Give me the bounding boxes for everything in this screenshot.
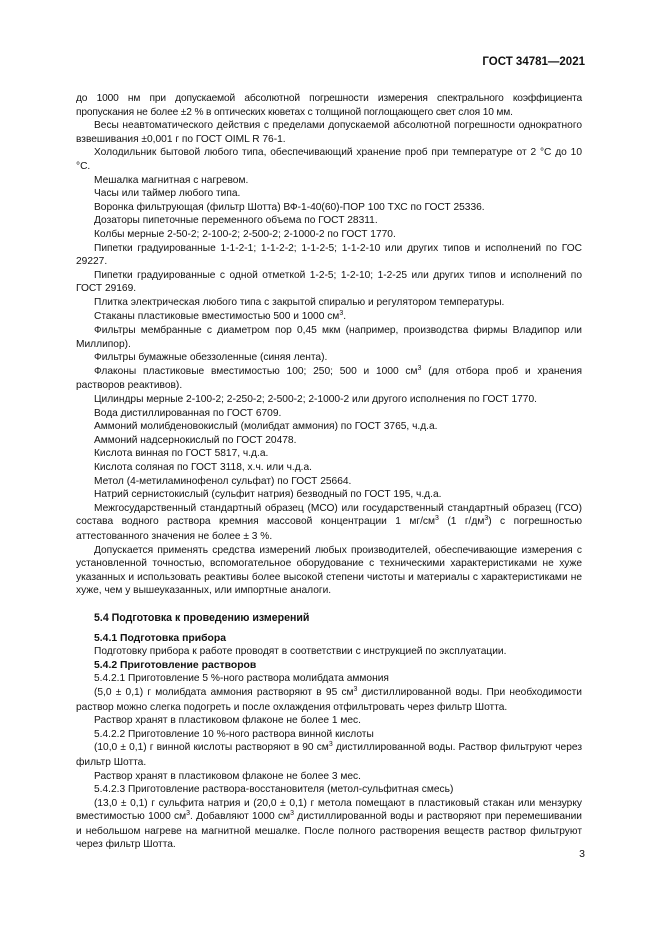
tartaric-text-b: дистиллированной воды. Раствор фильтруют через фильтр Шотта.: [76, 742, 582, 768]
paragraph-mark-pipettes: Пипетки градуированные с одной отметкой 1-2-5; 1-2-10; 1-2-25 или других типов и исполнений по ГОСТ 29169.: [76, 269, 582, 295]
molybdate-text-b: дистиллированной воды. При необходимости раствор можно слегка подогреть и после охлаждения отфильтровать через фильтр Шотта.: [76, 686, 582, 713]
reducer-text-c: дистиллированной воды и растворяют при перемешивании и небольшом нагреве на магнитной мешалке. После полного растворения веществ раствор фильтруют через фильтр Шотта.: [76, 811, 582, 851]
item-heading-5-4-2-1: 5.4.2.1 Приготовление 5 %-ного раствора молибдата аммония: [94, 673, 389, 685]
section-heading-5-4: 5.4 Подготовка к проведению измерений: [94, 611, 310, 624]
paragraph-dispensers: Дозаторы пипеточные переменного объема по ГОСТ 28311.: [94, 215, 378, 227]
paragraph-metol: Метол (4-метиламинофенол сульфат) по ГОСТ 25664.: [94, 475, 352, 487]
superscript-3: 3: [484, 515, 489, 523]
paragraph-reducer-prep: [76, 797, 582, 852]
paragraph-device-prep: Подготовку прибора к работе проводят в соответствии с инструкцией по эксплуатации.: [94, 646, 507, 658]
paragraph-plastic-flasks: [76, 365, 582, 393]
subsection-heading-5-4-1: 5.4.1 Подготовка прибора: [94, 632, 227, 644]
paragraph-water: Вода дистиллированная по ГОСТ 6709.: [94, 407, 282, 419]
paragraph-funnel: Воронка фильтрующая (фильтр Шотта) ВФ-1-40(60)-ПОР 100 ТХС по ГОСТ 25336.: [94, 201, 485, 213]
paragraph-stirrer: Мешалка магнитная с нагревом.: [94, 174, 249, 186]
paragraph-membrane-filters: Фильтры мембранные с диаметром пор 0,45 мкм (например, производства фирмы Владипор или Миллипор).: [76, 325, 582, 350]
paragraph-fridge: Холодильник бытовой любого типа, обеспечивающий хранение проб при температуре от 2 °С до 10 °С.: [76, 147, 582, 172]
item-heading-5-4-2-2: 5.4.2.2 Приготовление 10 %-ного раствора винной кислоты: [94, 728, 374, 740]
paragraph-scales: Весы неавтоматического действия с пределами допускаемой абсолютной погрешности однократного взвешивания ±0,001 г по ГОСТ OIML R 76-1.: [76, 120, 582, 145]
paragraph-grad-pipettes: Пипетки градуированные 1-1-2-1; 1-1-2-2; 1-1-2-5; 1-1-2-10 или других типов и исполнений по ГОС 29227.: [76, 242, 582, 268]
superscript-3: 3: [417, 364, 422, 372]
paragraph-ammonium-molybdate: Аммоний молибденовокислый (молибдат аммония) по ГОСТ 3765, ч.д.а.: [94, 421, 438, 433]
superscript-3: 3: [290, 810, 294, 818]
reducer-text-b: . Добавляют 1000 см: [190, 811, 291, 823]
mso-end: ) с погрешностью аттестованного значения не более ± 3 %.: [76, 516, 582, 542]
superscript-3: 3: [328, 741, 333, 749]
flasks-text: Флаконы пластиковые вместимостью 100; 250; 500 и 1000 см: [94, 365, 418, 377]
superscript-3: 3: [435, 515, 439, 523]
beakers-text: Стаканы пластиковые вместимостью 500 и 1000 см: [94, 310, 340, 322]
paragraph-tartaric-prep: [76, 741, 582, 769]
superscript-3: 3: [339, 309, 344, 317]
paragraph-molybdate-storage: Раствор хранят в пластиковом флаконе не более 1 мес.: [94, 715, 361, 727]
superscript-3: 3: [186, 810, 191, 818]
mso-mid: (1 г/дм: [438, 516, 485, 528]
paragraph-reference-sample: [76, 502, 582, 544]
paragraph-allowance: Допускается применять средства измерений любых производителей, обеспечивающие измерения с установленной точностью, вспомогательное оборудование с техническими характеристиками не хуже указанных и использовать реактивы более высокой степени чистоты и материалы с характеристиками не хуже, чем у вышеуказанных, или импортные аналоги.: [76, 544, 582, 597]
paragraph-timer: Часы или таймер любого типа.: [94, 188, 241, 200]
paragraph-hotplate: Плитка электрическая любого типа с закрытой спиралью и регулятором температуры.: [94, 296, 505, 308]
page-number: 3: [579, 848, 585, 860]
paragraph-ammonium-persulfate: Аммоний надсернокислый по ГОСТ 20478.: [94, 434, 297, 446]
document-header: ГОСТ 34781—2021: [482, 56, 585, 68]
paragraph-sodium-sulfite: Натрий сернистокислый (сульфит натрия) безводный по ГОСТ 195, ч.д.а.: [94, 489, 442, 501]
paragraph-tartaric-storage: Раствор хранят в пластиковом флаконе не более 3 мес.: [94, 770, 361, 782]
paragraph-spectro-continuation: до 1000 нм при допускаемой абсолютной погрешности измерения спектрального коэффициента пропускания не более ±2 % в оптических кюветах с толщиной поглощающего свет слоя 10 мм.: [76, 93, 582, 118]
paragraph-vol-flasks: Колбы мерные 2-50-2; 2-100-2; 2-500-2; 2-1000-2 по ГОСТ 1770.: [94, 228, 396, 240]
reducer-text-a: (13,0 ± 0,1) г сульфита натрия и (20,0 ± 0,1) г метола помещают в пластиковый стакан или мензурку вместимостью 1000 см: [76, 797, 582, 823]
subsection-heading-5-4-2: 5.4.2 Приготовление растворов: [94, 659, 257, 671]
paragraph-paper-filters: Фильтры бумажные обеззоленные (синяя лента).: [94, 352, 328, 364]
document-body: [76, 92, 582, 852]
flasks-tail: (для отбора проб и хранения растворов реактивов).: [76, 365, 582, 392]
molybdate-text-a: (5,0 ± 0,1) г молибдата аммония растворяют в 95 см: [94, 686, 354, 698]
paragraph-hydrochloric-acid: Кислота соляная по ГОСТ 3118, х.ч. или ч.д.а.: [94, 462, 312, 474]
paragraph-tartaric-acid: Кислота винная по ГОСТ 5817, ч.д.а.: [94, 448, 269, 460]
paragraph-beakers: [76, 310, 582, 325]
tartaric-text-a: (10,0 ± 0,1) г винной кислоты растворяют в 90 см: [94, 742, 329, 754]
mso-text: Межгосударственный стандартный образец (МСО) или государственный стандартный образец (ГСО) состава водного раствора кремния массовой концентрации 1 мг/см: [76, 502, 582, 528]
paragraph-cylinders: Цилиндры мерные 2-100-2; 2-250-2; 2-500-2; 2-1000-2 или другого исполнения по ГОСТ 1770.: [94, 394, 537, 406]
paragraph-molybdate-prep: [76, 686, 582, 714]
item-heading-5-4-2-3: 5.4.2.3 Приготовление раствора-восстановителя (метол-сульфитная смесь): [94, 784, 454, 796]
superscript-3: 3: [353, 685, 358, 693]
beakers-tail: .: [343, 310, 347, 322]
